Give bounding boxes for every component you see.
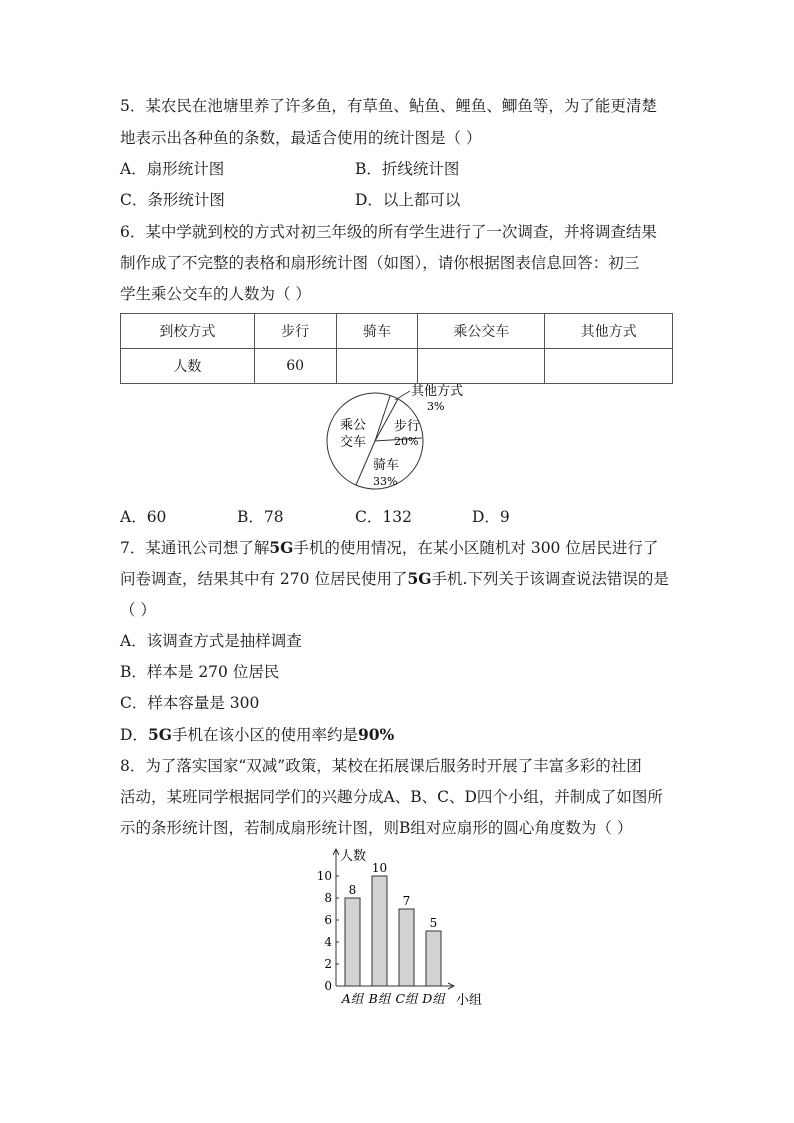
table-cell bbox=[336, 349, 418, 384]
q5-option-b: B．折线统计图 bbox=[355, 160, 460, 178]
pie-other-pct: 3% bbox=[427, 400, 445, 413]
q6-option-a: A．60 bbox=[120, 508, 167, 526]
bar-value-label: 10 bbox=[371, 861, 388, 875]
q7-option-a: A．该调查方式是抽样调查 bbox=[120, 632, 302, 650]
table-cell bbox=[418, 349, 545, 384]
pie-bike-pct: 33% bbox=[373, 475, 398, 488]
x-tick-label: B组 bbox=[368, 991, 391, 1006]
text-span: D． bbox=[120, 726, 148, 744]
q8-text-line3: 示的条形统计图，若制成扇形统计图，则B组对应扇形的圆心角度数为（ ） bbox=[120, 819, 633, 837]
q6-option-c: C．132 bbox=[355, 508, 412, 526]
y-tick-label: 6 bbox=[324, 913, 332, 927]
pie-bus-label: 交车 bbox=[340, 435, 367, 450]
y-tick-label: 4 bbox=[324, 935, 332, 949]
bar bbox=[426, 931, 441, 986]
bar-value-label: 8 bbox=[348, 883, 357, 897]
q5-option-a: A．扇形统计图 bbox=[120, 160, 225, 178]
bar-value-label: 5 bbox=[429, 916, 438, 930]
table-row bbox=[121, 349, 673, 384]
q5-option-d: D．以上都可以 bbox=[355, 191, 461, 209]
table-cell: 60 bbox=[254, 349, 336, 384]
table-cell: 人数 bbox=[121, 349, 255, 384]
bar-chart bbox=[308, 844, 488, 1012]
pie-walk-pct: 20% bbox=[394, 435, 419, 448]
text-span: 问卷调查，结果其中有 270 位居民使用了 bbox=[120, 570, 408, 588]
q5-text-line1: 5．某农民在池塘里养了许多鱼，有草鱼、鲇鱼、鲤鱼、鲫鱼等，为了能更清楚 bbox=[120, 97, 657, 115]
text-span: 手机在该小区的使用率约是 bbox=[171, 726, 358, 744]
x-axis-label: 小组 bbox=[456, 993, 483, 1008]
y-tick-label: 2 bbox=[324, 957, 332, 971]
pie-other-label: 其他方式 bbox=[411, 384, 464, 399]
y-tick-label: 8 bbox=[324, 891, 332, 905]
x-tick-label: C组 bbox=[395, 991, 418, 1006]
bar bbox=[399, 909, 414, 986]
table-header-cell: 其他方式 bbox=[545, 314, 673, 349]
table-header-cell: 步行 bbox=[254, 314, 336, 349]
y-axis-label: 人数 bbox=[340, 849, 367, 864]
q5-text-line2: 地表示出各种鱼的条数，最适合使用的统计图是（ ） bbox=[120, 129, 482, 147]
table-cell bbox=[545, 349, 673, 384]
text-span: 7．某通讯公司想了解 bbox=[120, 539, 270, 557]
pie-chart-figure bbox=[318, 383, 478, 499]
text-span-bold: 5G bbox=[147, 725, 172, 744]
text-span-bold: 90% bbox=[357, 725, 395, 744]
table-header-cell: 骑车 bbox=[336, 314, 418, 349]
pie-bus-label: 乘公 bbox=[340, 418, 367, 433]
x-tick-label: D组 bbox=[422, 991, 445, 1006]
text-span: 手机.下列关于该调查说法错误的是 bbox=[431, 570, 669, 588]
y-tick-label: 10 bbox=[316, 869, 332, 883]
q8-text-line1: 8．为了落实国家“双减”政策，某校在拓展课后服务时开展了丰富多彩的社团 bbox=[120, 757, 642, 775]
bar bbox=[345, 898, 360, 986]
q7-option-c: C．样本容量是 300 bbox=[120, 694, 260, 712]
q7-text-line1 bbox=[120, 538, 658, 558]
text-span-bold: 5G bbox=[407, 569, 432, 588]
y-tick-label: 0 bbox=[324, 979, 332, 993]
table-header-cell: 乘公交车 bbox=[418, 314, 545, 349]
x-tick-label: A组 bbox=[341, 991, 364, 1006]
table-header-row bbox=[121, 314, 673, 349]
q7-option-d bbox=[120, 725, 394, 745]
pie-walk-label: 步行 bbox=[394, 419, 421, 434]
q6-option-d: D．9 bbox=[472, 508, 510, 526]
text-span: 手机的使用情况，在某小区随机对 300 位居民进行了 bbox=[293, 539, 659, 557]
q6-text-line2: 制作成了不完整的表格和扇形统计图（如图），请你根据图表信息回答：初三 bbox=[120, 254, 640, 272]
bar bbox=[372, 876, 387, 986]
q7-option-b: B．样本是 270 位居民 bbox=[120, 663, 280, 681]
survey-table bbox=[120, 313, 673, 384]
bar-value-label: 7 bbox=[402, 894, 411, 908]
text-span-bold: 5G bbox=[269, 538, 294, 557]
q7-text-line2 bbox=[120, 569, 669, 589]
q6-text-line1: 6．某中学就到校的方式对初三年级的所有学生进行了一次调查，并将调查结果 bbox=[120, 223, 657, 241]
q6-option-b: B．78 bbox=[237, 508, 284, 526]
table-header-cell: 到校方式 bbox=[121, 314, 255, 349]
pie-leader-line bbox=[395, 391, 410, 400]
pie-bike-label: 骑车 bbox=[373, 458, 400, 473]
q8-text-line2: 活动，某班同学根据同学们的兴趣分成A、B、C、D四个小组，并制成了如图所 bbox=[120, 788, 663, 806]
q5-option-c: C．条形统计图 bbox=[120, 191, 225, 209]
q7-text-line3: （ ） bbox=[120, 601, 156, 619]
q6-text-line3: 学生乘公交车的人数为（ ） bbox=[120, 285, 311, 303]
